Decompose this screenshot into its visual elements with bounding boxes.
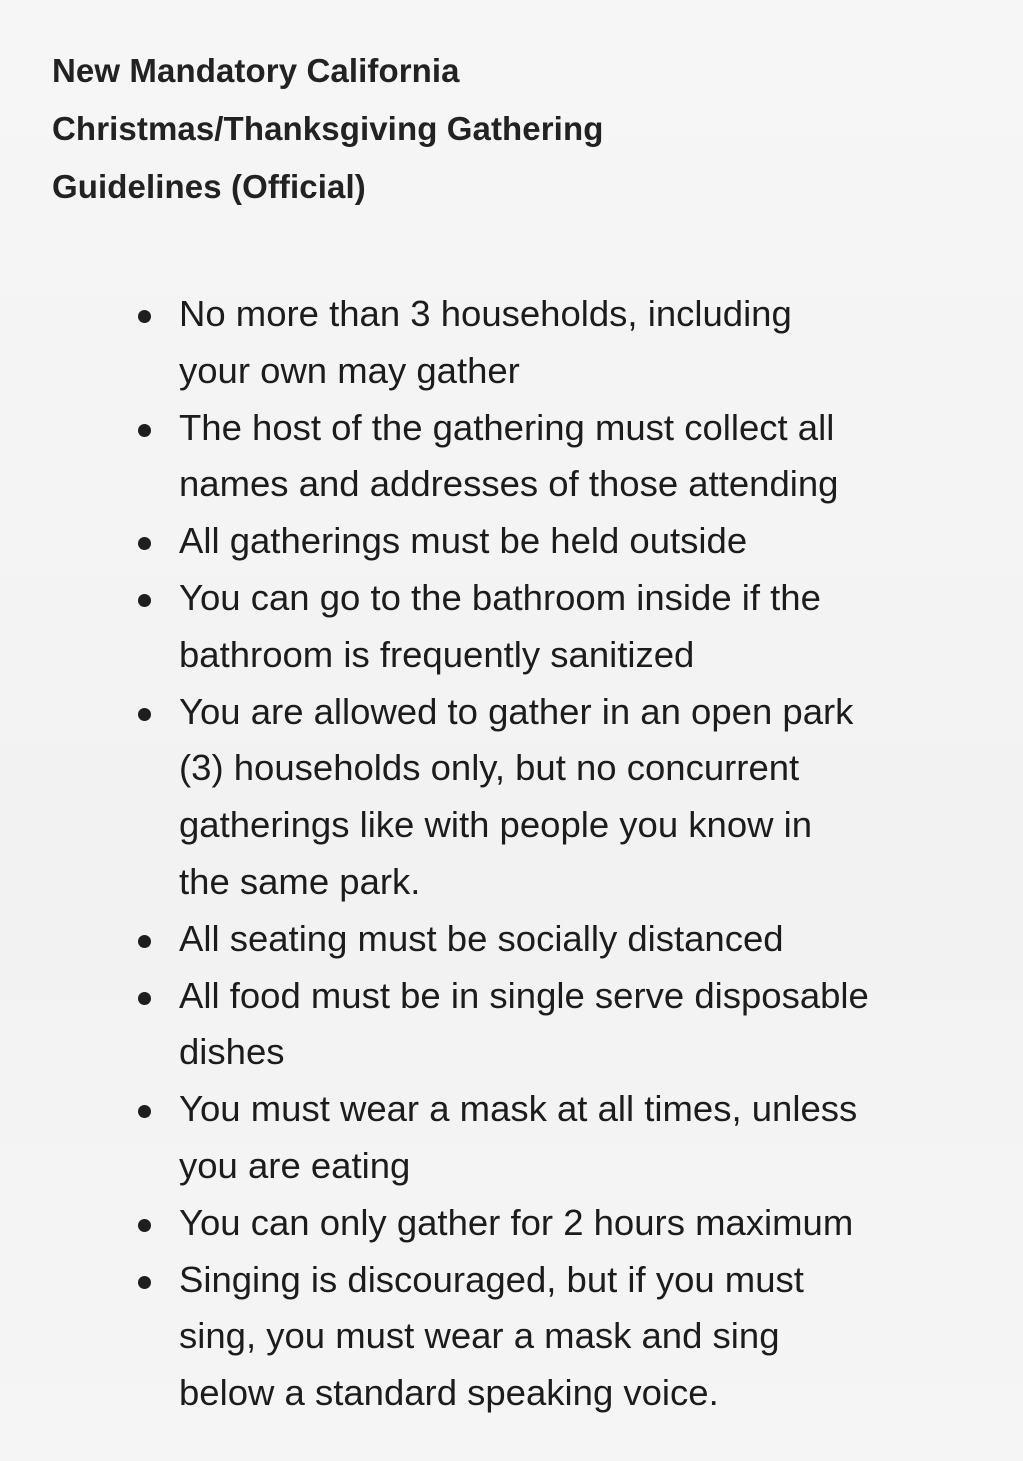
bullet-icon (138, 992, 151, 1005)
bullet-icon (138, 424, 151, 437)
guideline-text-line: dishes (179, 1031, 285, 1073)
guideline-text-line: All food must be in single serve disposable (179, 974, 869, 1016)
guideline-item (134, 513, 994, 570)
document-title (52, 42, 812, 216)
guideline-text-line: You can go to the bathroom inside if the (179, 576, 821, 618)
guideline-text-line: (3) households only, but no concurrent (179, 747, 800, 789)
guideline-text-line: You are allowed to gather in an open park (179, 690, 854, 732)
guideline-item (134, 1252, 994, 1422)
bullet-icon (138, 310, 151, 323)
bullet-icon (138, 1105, 151, 1118)
bullet-icon (138, 708, 151, 721)
guideline-text-line: Singing is discouraged, but if you must (179, 1258, 804, 1300)
guideline-item (134, 286, 994, 400)
guideline-text-line: All seating must be socially distanced (179, 917, 784, 959)
title-line: New Mandatory California (52, 52, 460, 90)
guideline-item (134, 400, 994, 514)
guideline-item (134, 570, 994, 684)
guideline-text-line: you are eating (179, 1144, 411, 1186)
guideline-text-line: You must wear a mask at all times, unless (179, 1088, 858, 1130)
guideline-text-line: the same park. (179, 860, 421, 902)
bullet-icon (138, 537, 151, 550)
guideline-text-line: You can only gather for 2 hours maximum (179, 1201, 854, 1243)
bullet-icon (138, 1276, 151, 1289)
guideline-item (134, 968, 994, 1082)
title-line: Christmas/Thanksgiving Gathering (52, 110, 604, 148)
guideline-text-line: gatherings like with people you know in (179, 804, 813, 846)
guideline-text-line: bathroom is frequently sanitized (179, 633, 695, 675)
guideline-text-line: No more than 3 households, including (179, 293, 792, 334)
bullet-icon (138, 935, 151, 948)
guideline-text-line: your own may gather (179, 349, 520, 391)
bullet-icon (138, 1219, 151, 1232)
guideline-text-line: names and addresses of those attending (179, 463, 839, 505)
guideline-text-line: sing, you must wear a mask and sing (179, 1315, 780, 1357)
guideline-text-line: below a standard speaking voice. (179, 1372, 719, 1414)
title-line: Guidelines (Official) (52, 168, 366, 206)
guideline-text-line: The host of the gathering must collect all (179, 406, 835, 448)
guideline-item (134, 1081, 994, 1195)
bullet-icon (138, 594, 151, 607)
guidelines-list (134, 286, 994, 1422)
guideline-item (134, 684, 994, 911)
guideline-text-line: All gatherings must be held outside (179, 520, 748, 562)
guideline-item (134, 911, 994, 968)
guideline-item (134, 1195, 994, 1252)
